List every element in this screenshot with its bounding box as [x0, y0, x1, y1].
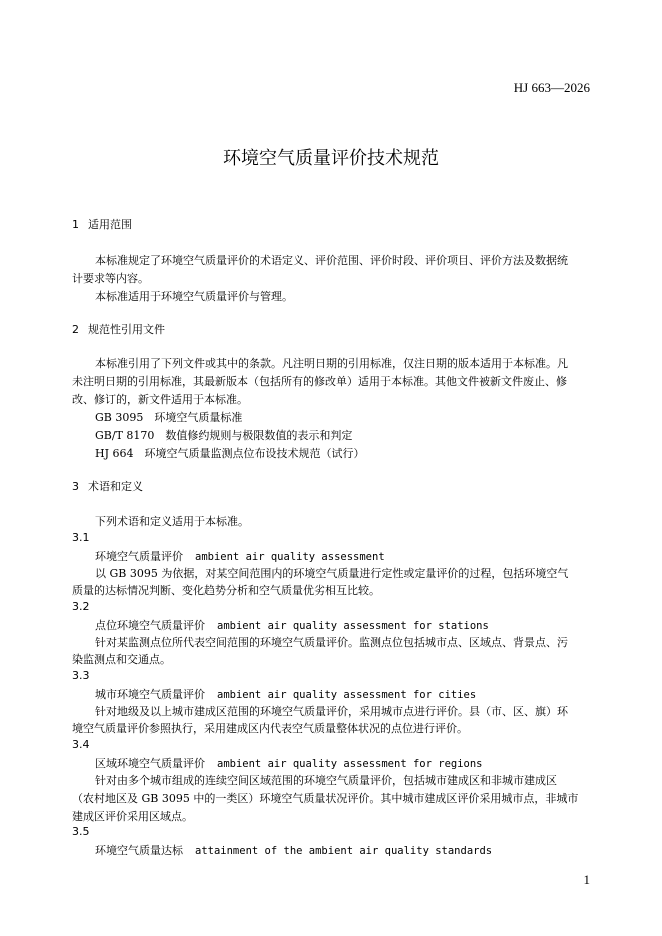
term-number: 3.4 — [72, 738, 90, 751]
section-heading-1 — [72, 216, 132, 232]
reference-item: HJ 664 环境空气质量监测点位布设技术规范（试行） — [95, 447, 365, 460]
section-title: 适用范围 — [88, 218, 132, 231]
reference-item: GB/T 8170 数值修约规则与极限数值的表示和判定 — [95, 429, 353, 442]
term-zh: 城市环境空气质量评价 — [95, 688, 205, 701]
term-entry — [95, 686, 476, 702]
term-en: attainment of the ambient air quality standards — [195, 845, 493, 857]
section-number: 2 — [72, 323, 79, 336]
paragraph-line: 未注明日期的引用标准，其最新版本（包括所有的修改单）适用于本标准。其他文件被新文件废止、修 — [72, 375, 567, 388]
term-zh: 环境空气质量达标 — [95, 844, 183, 857]
term-zh: 区域环境空气质量评价 — [95, 757, 205, 770]
paragraph-line: 下列术语和定义适用于本标准。 — [95, 515, 249, 528]
paragraph-line: 本标准适用于环境空气质量评价与管理。 — [95, 290, 293, 303]
paragraph-line: 本标准规定了环境空气质量评价的术语定义、评价范围、评价时段、评价项目、评价方法及数据统 — [95, 254, 568, 267]
definition-line: 建成区评价采用区域点。 — [72, 810, 193, 823]
term-number: 3.1 — [72, 531, 90, 544]
definition-line: 针对由多个城市组成的连续空间区域范围的环境空气质量评价，包括城市建成区和非城市建成区 — [95, 774, 557, 787]
document-title: 环境空气质量评价技术规范 — [223, 148, 439, 169]
term-entry — [95, 755, 483, 771]
definition-line: （农村地区及 GB 3095 中的一类区）环境空气质量状况评价。其中城市建成区评价采用城市点，非城市 — [72, 792, 579, 805]
term-entry — [95, 548, 385, 564]
term-zh: 点位环境空气质量评价 — [95, 619, 205, 632]
definition-line: 质量的达标情况判断、变化趋势分析和空气质量优劣相互比较。 — [72, 584, 380, 597]
section-title: 规范性引用文件 — [88, 323, 165, 336]
paragraph-line: 计要求等内容。 — [72, 272, 149, 285]
definition-line: 染监测点和交通点。 — [72, 653, 171, 666]
paragraph-line: 本标准引用了下列文件或其中的条款。凡注明日期的引用标准，仅注日期的版本适用于本标准。凡 — [95, 357, 568, 370]
term-entry — [95, 842, 492, 858]
term-number: 3.2 — [72, 600, 90, 613]
definition-line: 针对某监测点位所代表空间范围的环境空气质量评价。监测点位包括城市点、区域点、背景点、污 — [95, 636, 568, 649]
paragraph-line: 改、修订的，新文件适用于本标准。 — [72, 393, 248, 406]
term-en: ambient air quality assessment for cities — [217, 689, 477, 701]
page-number: 1 — [583, 872, 590, 887]
term-number: 3.3 — [72, 669, 90, 682]
reference-item: GB 3095 环境空气质量标准 — [95, 411, 243, 424]
term-en: ambient air quality assessment for stations — [217, 620, 489, 632]
definition-line: 以 GB 3095 为依据，对某空间范围内的环境空气质量进行定性或定量评价的过程，包括环境空气 — [95, 567, 569, 580]
section-number: 1 — [72, 218, 79, 231]
term-entry — [95, 617, 489, 633]
term-zh: 环境空气质量评价 — [95, 550, 183, 563]
definition-line: 境空气质量评价参照执行，采用建成区内代表空气质量整体状况的点位进行评价。 — [72, 722, 468, 735]
section-number: 3 — [72, 480, 79, 493]
term-en: ambient air quality assessment — [195, 551, 385, 563]
section-title: 术语和定义 — [88, 480, 143, 493]
term-number: 3.5 — [72, 825, 90, 838]
definition-line: 针对地级及以上城市建成区范围的环境空气质量评价，采用城市点进行评价。县（市、区、旗）环 — [95, 705, 568, 718]
term-en: ambient air quality assessment for regions — [217, 758, 483, 770]
section-heading-2 — [72, 321, 165, 337]
section-heading-3 — [72, 478, 143, 494]
standard-code: HJ 663—2026 — [513, 80, 590, 95]
